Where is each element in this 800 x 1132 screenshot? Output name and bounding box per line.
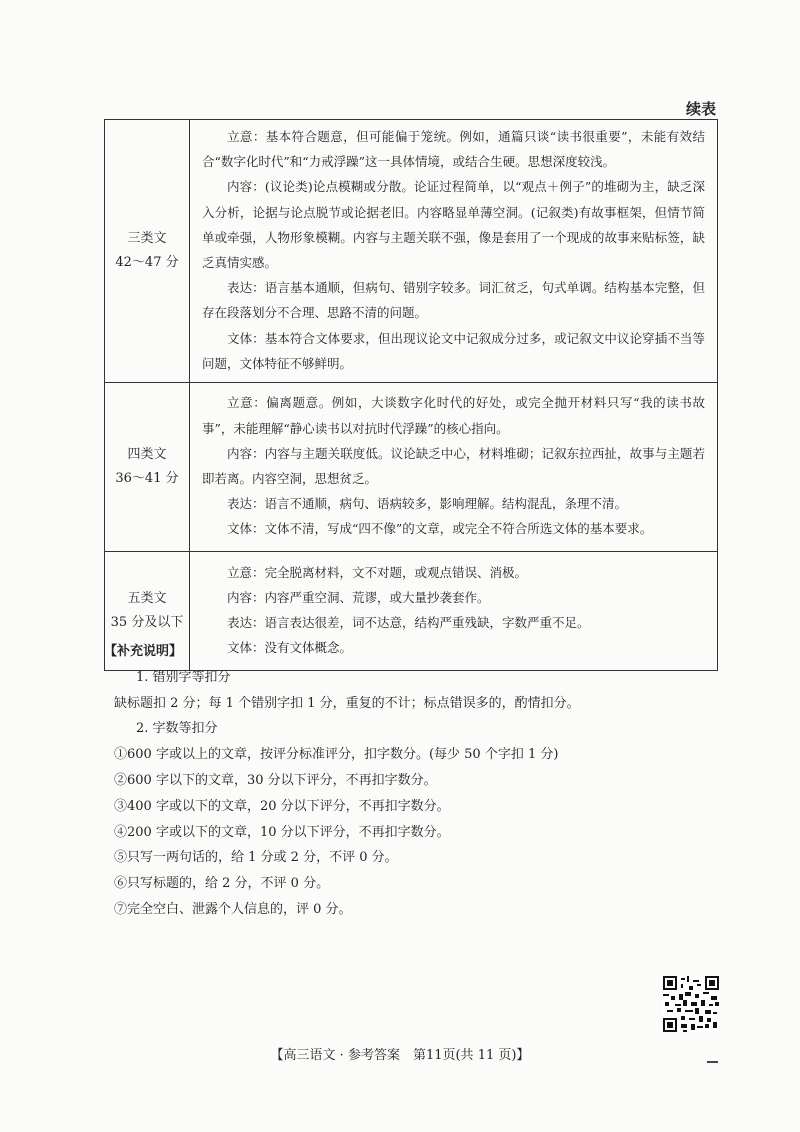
criteria-paragraph: 内容：(议论类)论点模糊或分散。论证过程简单，以“观点＋例子”的堆砌为主，缺乏深入分析，论据与论点脱节或论据老旧。内容略显单薄空洞。(记叙类)有故事框架，但情节简单或牵强，人物形象模糊。内容与主题关联不强，像是套用了一个现成的故事来贴标签，缺乏真情实感。 — [202, 179, 705, 271]
criteria-paragraph: 表达：语言表达很差，词不达意，结构严重残缺，字数严重不足。 — [227, 615, 590, 631]
grade-range: 35 分及以下 — [110, 615, 184, 631]
list-item: ①600 字或以上的文章，按评分标准评分，扣字数分。(每少 50 个字扣 1 分) — [114, 747, 559, 763]
criteria-cell — [190, 383, 718, 552]
list-item: ⑦完全空白、泄露个人信息的，评 0 分。 — [114, 901, 352, 917]
list-item: ⑤只写一两句话的，给 1 分或 2 分，不评 0 分。 — [114, 850, 398, 866]
list-item: ④200 字或以下的文章，10 分以下评分，不再扣字数分。 — [114, 824, 450, 840]
criteria-paragraph: 立意：完全脱离材料，文不对题，或观点错误、消极。 — [227, 564, 528, 580]
list-item: ⑥只写标题的，给 2 分，不评 0 分。 — [114, 876, 330, 892]
criteria-paragraph: 立意：偏离题意。例如，大谈数字化时代的好处，或完全抛开材料只写“我的读书故事”，未能理解“静心读书以对抗时代浮躁”的核心指向。 — [202, 395, 705, 436]
list-item: ③400 字或以下的文章，20 分以下评分，不再扣字数分。 — [114, 798, 450, 814]
table-row — [105, 120, 718, 383]
grade-name: 三类文 — [127, 231, 167, 247]
grade-range: 36～41 分 — [115, 471, 179, 487]
list-item: ②600 字以下的文章，30 分以下评分，不再扣字数分。 — [114, 772, 437, 788]
corner-mark — [707, 1061, 718, 1063]
section-title: 2. 字数等扣分 — [136, 721, 218, 737]
continued-label: 续表 — [685, 100, 716, 118]
grading-rubric-table — [104, 119, 718, 671]
criteria-paragraph: 内容：内容严重空洞、荒谬，或大量抄袭套作。 — [227, 589, 490, 605]
section-title: 1. 错别字等扣分 — [136, 669, 231, 685]
criteria-paragraph: 文体：没有文体概念。 — [227, 640, 353, 656]
grade-name: 五类文 — [127, 591, 167, 607]
page-footer: 【高三语文 · 参考答案 第11页(共 11 页)】 — [270, 1048, 530, 1063]
qr-code-icon — [663, 976, 719, 1032]
grade-name: 四类文 — [127, 447, 167, 463]
supplementary-notes — [104, 639, 734, 923]
grade-cell — [105, 383, 190, 552]
criteria-paragraph: 表达：语言不通顺，病句、语病较多，影响理解。结构混乱，条理不清。 — [227, 496, 628, 512]
criteria-cell — [190, 120, 718, 383]
criteria-paragraph: 内容：内容与主题关联度低。议论缺乏中心，材料堆砌；记叙东拉西扯，故事与主题若即若离。内容空洞，思想贫乏。 — [202, 445, 705, 487]
supplement-heading: 【补充说明】 — [104, 644, 183, 659]
criteria-paragraph: 文体：基本符合文体要求，但出现议论文中记叙成分过多，或记叙文中议论穿插不当等问题，文体特征不够鲜明。 — [202, 330, 705, 371]
section-text: 缺标题扣 2 分；每 1 个错别字扣 1 分，重复的不计；标点错误多的，酌情扣分。 — [114, 695, 580, 711]
criteria-paragraph: 文体：文体不清，写成“四不像”的文章，或完全不符合所选文体的基本要求。 — [227, 521, 653, 537]
grade-range: 42～47 分 — [115, 255, 179, 271]
criteria-paragraph: 立意：基本符合题意，但可能偏于笼统。例如，通篇只谈“读书很重要”，未能有效结合“数字化时代”和“力戒浮躁”这一具体情境，或结合生硬。思想深度较浅。 — [202, 129, 705, 170]
criteria-paragraph: 表达：语言基本通顺，但病句、错别字较多。词汇贫乏，句式单调。结构基本完整，但存在段落划分不合理、思路不清的问题。 — [202, 280, 705, 321]
table-row — [105, 383, 718, 552]
grade-cell — [105, 120, 190, 383]
